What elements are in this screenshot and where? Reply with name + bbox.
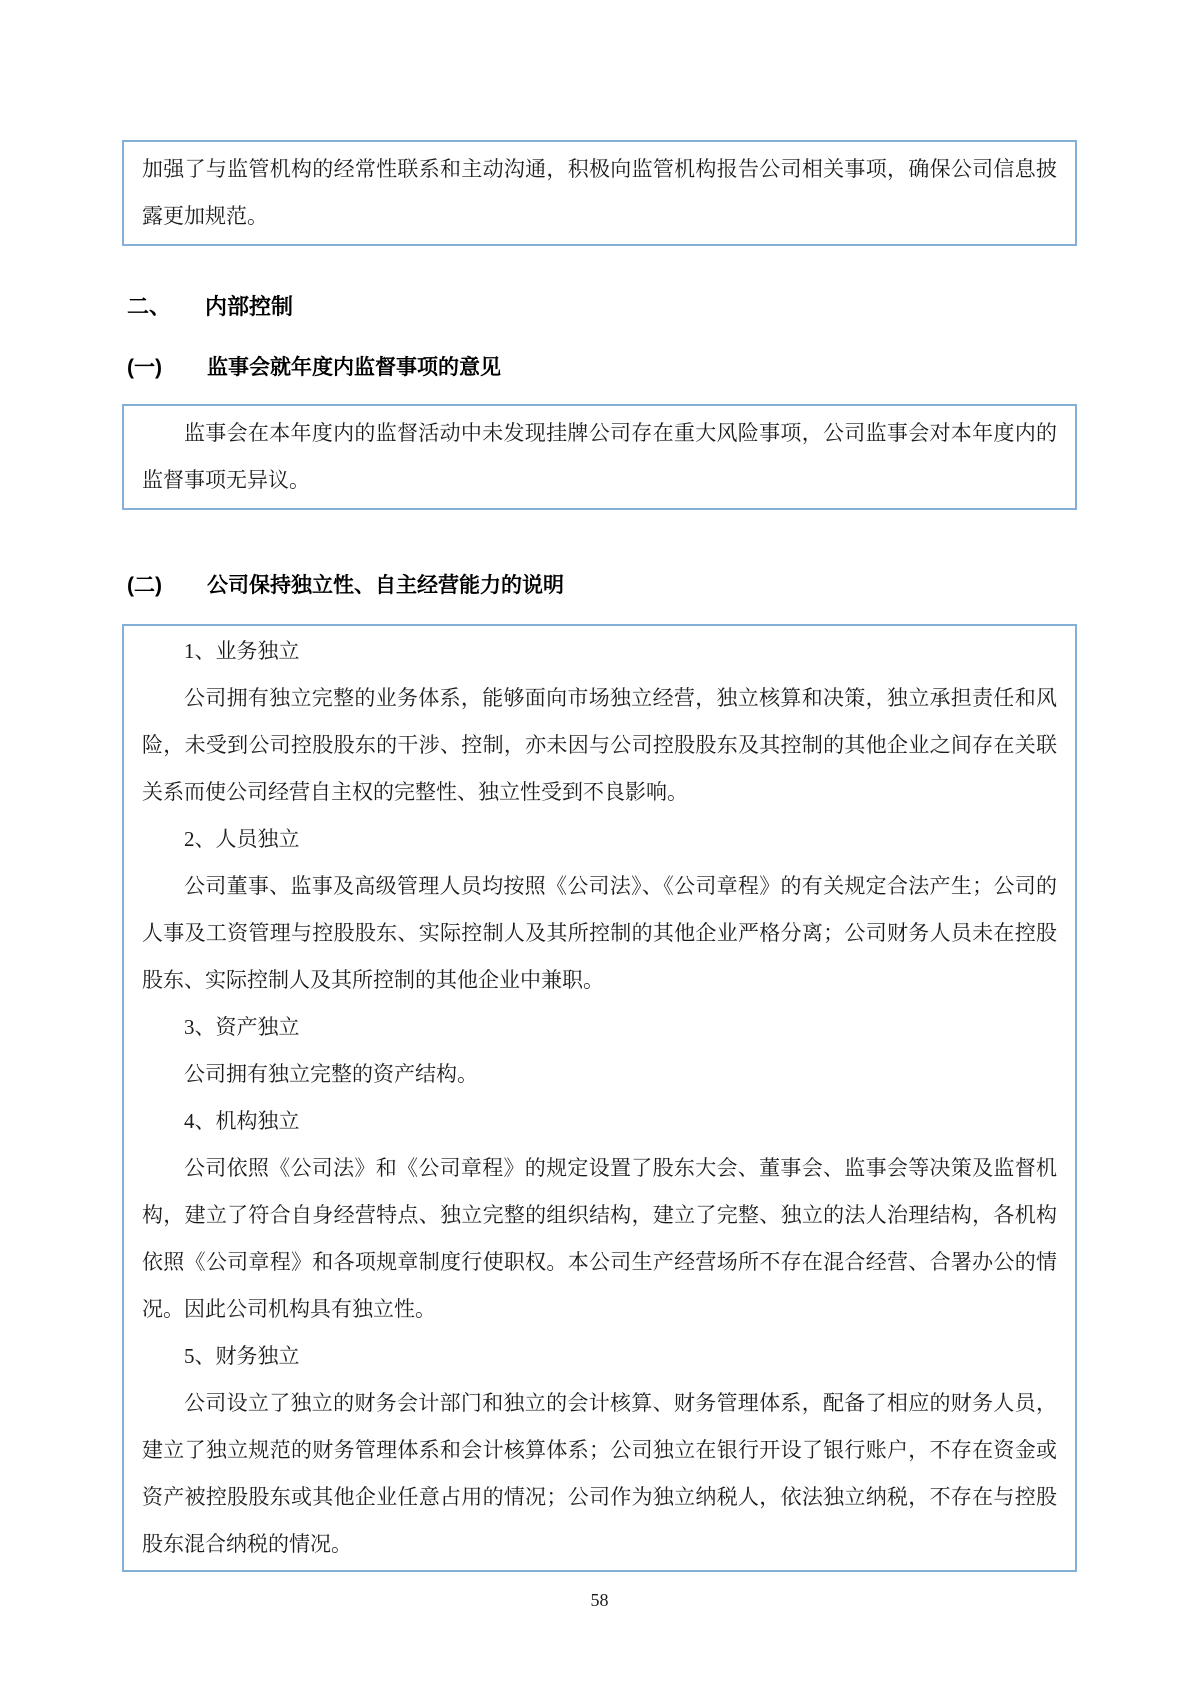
item-body-assets: 公司拥有独立完整的资产结构。	[184, 1062, 478, 1086]
subsection-1-title: 监事会就年度内监督事项的意见	[207, 356, 501, 379]
page-number: 58	[590, 1590, 609, 1610]
independence-textbox	[122, 624, 1077, 1572]
item-heading-assets: 3、资产独立	[184, 1015, 300, 1039]
subsection-heading-independence	[127, 572, 1077, 600]
supervision-paragraph: 监事会在本年度内的监督活动中未发现挂牌公司存在重大风险事项，公司监事会对本年度内的监督事项无异议。	[142, 421, 1057, 492]
section-heading-internal-control	[127, 292, 1077, 322]
item-heading-finance: 5、财务独立	[184, 1344, 300, 1368]
supervision-textbox	[122, 404, 1077, 510]
item-body-finance: 公司设立了独立的财务会计部门和独立的会计核算、财务管理体系，配备了相应的财务人员，建立了独立规范的财务管理体系和会计核算体系；公司独立在银行开设了银行账户，不存在资金或资产被控股股东或其他企业任意占用的情况；公司作为独立纳税人，依法独立纳税，不存在与控股股东混合纳税的情况。	[142, 1391, 1057, 1556]
item-heading-organization: 4、机构独立	[184, 1109, 300, 1133]
item-body-organization: 公司依照《公司法》和《公司章程》的规定设置了股东大会、董事会、监事会等决策及监督机构，建立了符合自身经营特点、独立完整的组织结构，建立了完整、独立的法人治理结构，各机构依照《公司章程》和各项规章制度行使职权。本公司生产经营场所不存在混合经营、合署办公的情况。因此公司机构具有独立性。	[142, 1156, 1057, 1321]
item-heading-business: 1、业务独立	[184, 639, 300, 663]
item-heading-personnel: 2、人员独立	[184, 827, 300, 851]
item-body-personnel: 公司董事、监事及高级管理人员均按照《公司法》、《公司章程》的有关规定合法产生；公司的人事及工资管理与控股股东、实际控制人及其所控制的其他企业严格分离；公司财务人员未在控股股东、实际控制人及其所控制的其他企业中兼职。	[142, 874, 1057, 992]
subsection-1-number: (一)	[127, 356, 162, 379]
subsection-2-number: (二)	[127, 574, 162, 597]
subsection-heading-supervision-opinion	[127, 354, 1077, 382]
section-title: 内部控制	[205, 294, 294, 319]
carryover-paragraph: 加强了与监管机构的经常性联系和主动沟通，积极向监管机构报告公司相关事项，确保公司信息披露更加规范。	[142, 157, 1057, 228]
item-body-business: 公司拥有独立完整的业务体系，能够面向市场独立经营，独立核算和决策，独立承担责任和风险，未受到公司控股股东的干涉、控制，亦未因与公司控股股东及其控制的其他企业之间存在关联关系而使公司经营自主权的完整性、独立性受到不良影响。	[142, 686, 1057, 804]
section-number: 二、	[127, 294, 172, 319]
carryover-textbox	[122, 140, 1077, 246]
subsection-2-title: 公司保持独立性、自主经营能力的说明	[207, 574, 564, 597]
